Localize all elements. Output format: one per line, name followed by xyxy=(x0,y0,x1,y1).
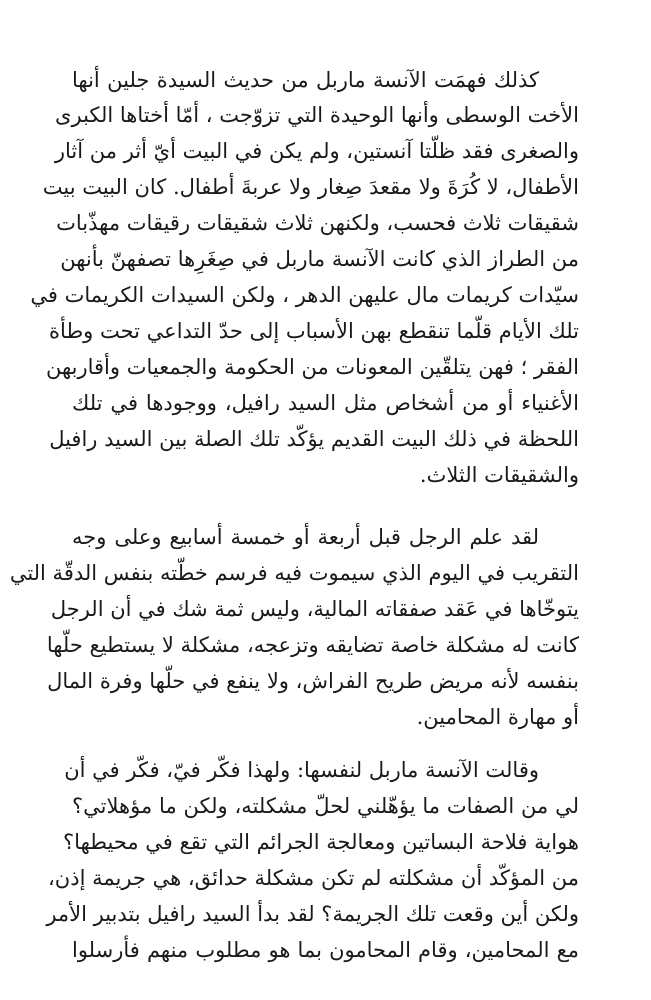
text-line: الأغنياء أو من أشخاص مثل السيد رافيل، ووجودها في تلك xyxy=(72,391,579,415)
text-line: سيّدات كريمات مال عليهن الدهر ، ولكن السيدات الكريمات في xyxy=(30,283,579,307)
text-line: من الطراز الذي كانت الآنسة ماربل في صِغَرِها تصفهنّ بأنهن xyxy=(60,247,579,271)
text-line: كانت له مشكلة خاصة تضايقه وتزعجه، مشكلة لا يستطيع حلّها xyxy=(46,633,579,657)
text-line: تلك الأيام قلّما تنقطع بهن الأسباب إلى حدّ التداعي تحت وطأة xyxy=(49,319,579,343)
text-line: والشقيقات الثلاث. xyxy=(419,463,579,487)
text-line: لقد علم الرجل قبل أربعة أو خمسة أسابيع وعلى وجه xyxy=(72,525,539,549)
text-line: شقيقات ثلاث فحسب، ولكنهن ثلاث شقيقات رقيقات مهذّبات xyxy=(56,211,579,235)
text-line: بنفسه لأنه مريض طريح الفراش، ولا ينفع في حلّها وفرة المال xyxy=(47,669,579,693)
text-line: يتوخّاها في عَقد صفقاته المالية، وليس ثمة شك في أن الرجل xyxy=(50,597,579,621)
text-line: لي من الصفات ما يؤهّلني لحلّ مشكلته، ولكن ما مؤهلاتي؟ xyxy=(72,794,579,818)
text-line: والصغرى فقد ظلّتا آنستين، ولم يكن في البيت أيّ أثر من آثار xyxy=(54,139,579,163)
text-line: اللحظة في ذلك البيت القديم يؤكّد تلك الصلة بين السيد رافيل xyxy=(49,427,579,451)
text-line: وقالت الآنسة ماربل لنفسها: ولهذا فكّر فيّ، فكّر في أن xyxy=(64,758,539,782)
text-line: هواية فلاحة البساتين ومعالجة الجرائم التي تقع في محيطها؟ xyxy=(63,830,579,854)
text-line: الأطفال، لا كُرَةَ ولا مقعدَ صِغار ولا عربةَ أطفال. كان البيت بيت xyxy=(42,175,579,199)
text-line: التقريب في اليوم الذي سيموت فيه فرسم خطّته بنفس الدقّة التي xyxy=(9,561,579,585)
text-line: أو مهارة المحامين. xyxy=(416,705,579,729)
text-line: ولكن أين وقعت تلك الجريمة؟ لقد بدأ السيد رافيل بتدبير الأمر xyxy=(46,902,579,926)
text-line: مع المحامين، وقام المحامون بما هو مطلوب منهم فأرسلوا xyxy=(72,938,579,962)
text-line: كذلك فهمَت الآنسة ماربل من حديث السيدة جلين أنها xyxy=(72,68,539,92)
text-line: من المؤكّد أن مشكلته لم تكن مشكلة حدائق، هي جريمة إذن، xyxy=(48,866,579,890)
text-line: الأخت الوسطى وأنها الوحيدة التي تزوّجت ، أمّا أختاها الكبرى xyxy=(55,103,579,127)
text-line: الفقر ؛ فهن يتلقّين المعونات من الحكومة والجمعيات وأقاربهن xyxy=(45,355,579,379)
